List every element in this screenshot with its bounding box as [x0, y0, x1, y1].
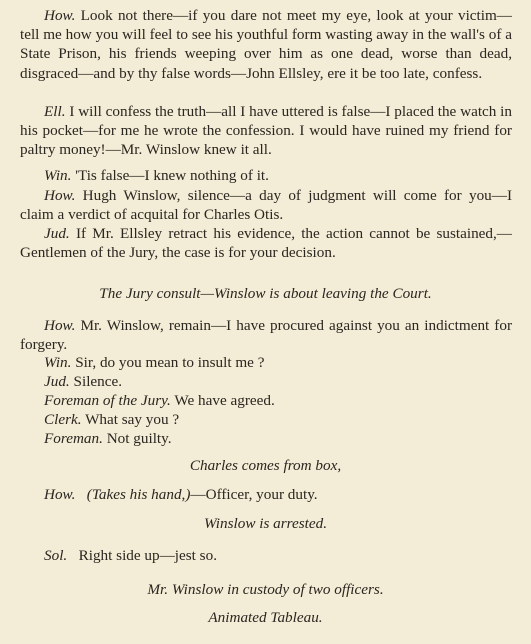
speech-text: —Officer, your duty.: [190, 486, 318, 503]
speaker-label: Jud.: [44, 373, 70, 390]
speaker-label: Win.: [44, 354, 72, 371]
speech-howard-2: [20, 186, 512, 224]
speech-text: We have agreed.: [174, 392, 275, 409]
speech-text: What say you ?: [85, 411, 180, 428]
speech-howard-3: [20, 316, 512, 354]
speech-winslow-1: [20, 166, 512, 185]
speaker-label: Foreman of the Jury.: [44, 392, 171, 409]
speech-judge-1: [20, 224, 512, 262]
line-clerk: [44, 410, 514, 429]
speaker-label: Sol.: [44, 547, 68, 564]
inline-stage-direction: (Takes his hand,): [86, 486, 191, 503]
speaker-label: Ell.: [44, 103, 66, 120]
line-foreman-jury: [44, 391, 514, 410]
speaker-label: Jud.: [44, 225, 70, 242]
speaker-label: How.: [44, 486, 76, 503]
speech-text: If Mr. Ellsley retract his evidence, the action cannot be sustained,—Gentlemen of the Jury, the case is for your decision.: [20, 225, 512, 262]
stage-direction-arrest: Winslow is arrested.: [203, 515, 328, 532]
speech-text: Not guilty.: [106, 430, 172, 447]
line-winslow: [44, 353, 514, 372]
speaker-label: How.: [44, 317, 76, 334]
speech-text: Look not there—if you dare not meet my eye, look at your victim—tell me how you will feel to see his youthful form wasting away in the wall's of a State Prison, his friends weeping over him as one dead, worse than dead, disgraced—and by thy false words—John Ellsley, ere it be too late, confess.: [20, 7, 512, 82]
speech-ellsley: [20, 102, 512, 160]
speech-text: Silence.: [73, 373, 123, 390]
stage-direction-charles: Charles comes from box,: [189, 457, 342, 474]
speech-howard-1: [20, 6, 512, 83]
stage-direction-custody: Mr. Winslow in custody of two officers.: [147, 581, 384, 598]
speech-text: Sir, do you mean to insult me ?: [75, 354, 265, 371]
speaker-label: How.: [44, 7, 76, 24]
line-foreman: [44, 429, 514, 448]
speaker-label: Win.: [44, 167, 72, 184]
speech-text: Mr. Winslow, remain—I have procured against you an indictment for forgery.: [20, 317, 513, 354]
speaker-label: How.: [44, 187, 76, 204]
line-sol: [44, 546, 514, 565]
stage-direction-tableau: Animated Tableau.: [208, 609, 323, 626]
line-judge: [44, 372, 514, 391]
speech-text: I will confess the truth—all I have uttered is false—I placed the watch in his pocket—for me he wrote the confession. I would have ruined my friend for paltry money!—Mr. Winslow knew it all.: [20, 103, 513, 159]
speaker-label: Foreman.: [44, 430, 103, 447]
speech-text: Right side up—jest so.: [78, 547, 217, 564]
line-howard-officer: [44, 485, 514, 504]
speech-text: Hugh Winslow, silence—a day of judgment will come for you—I claim a verdict of acquital for Charles Otis.: [20, 187, 512, 224]
stage-direction-jury: The Jury consult—Winslow is about leaving the Court.: [99, 285, 432, 302]
speech-text: 'Tis false—I knew nothing of it.: [75, 167, 269, 184]
speaker-label: Clerk.: [44, 411, 82, 428]
